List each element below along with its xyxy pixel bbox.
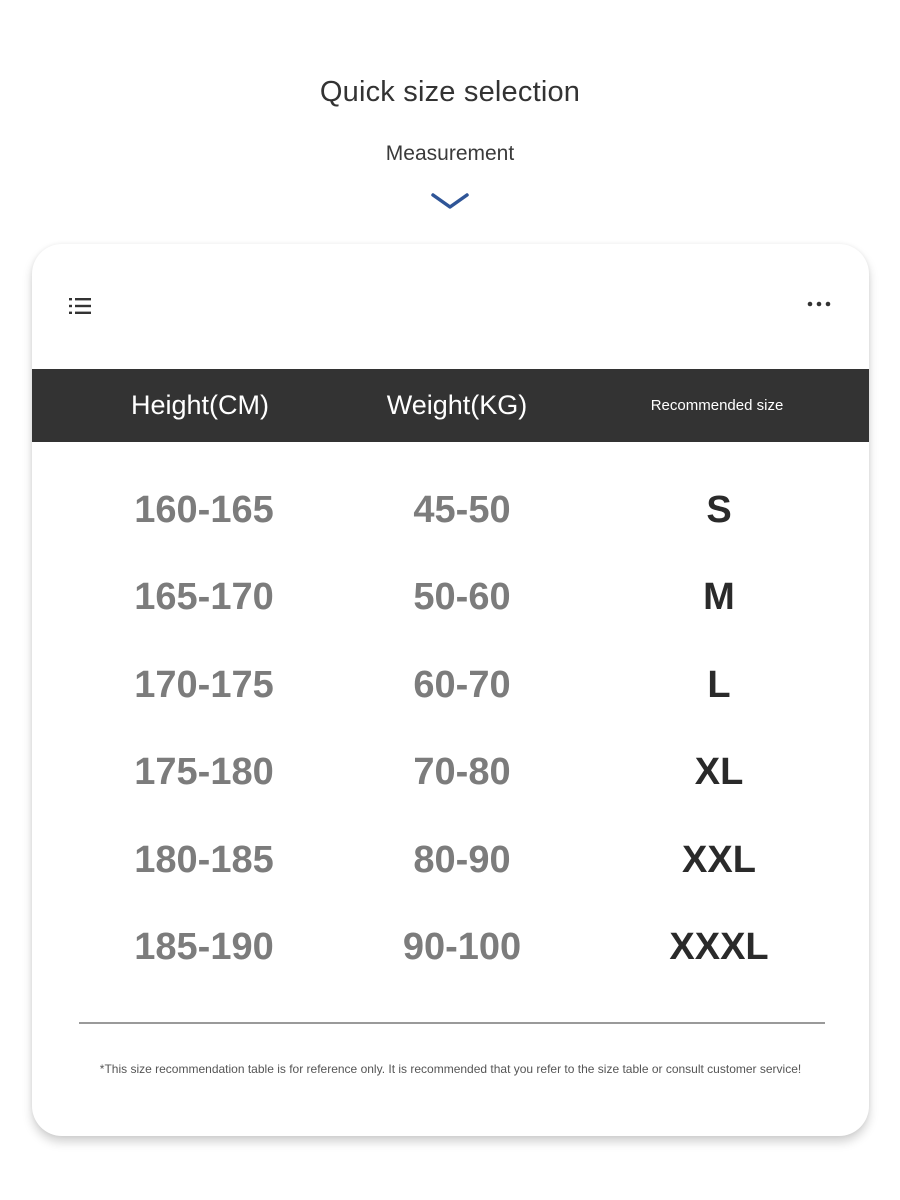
page-title: Quick size selection: [319, 76, 581, 108]
weight-cell: 80-90: [413, 838, 511, 881]
size-cell: XXL: [682, 838, 756, 881]
size-table-card: [32, 244, 869, 1136]
weight-cell: 45-50: [413, 488, 511, 531]
measurement-subtitle: Measurement: [385, 142, 515, 165]
height-cell: 175-180: [134, 751, 274, 793]
column-header-recommended-size: Recommended size: [650, 397, 784, 414]
table-row: [32, 655, 869, 743]
disclaimer-note: *This size recommendation table is for reference only. It is recommended that you refer to the size table or consult customer service!: [99, 1062, 802, 1076]
table-row: [32, 743, 869, 831]
height-cell: 180-185: [134, 838, 274, 881]
size-cell: L: [707, 663, 731, 706]
chevron-down-icon: [430, 190, 470, 212]
table-row: [32, 830, 869, 918]
size-cell: M: [703, 576, 735, 618]
weight-cell: 50-60: [413, 576, 511, 618]
more-horizontal-icon[interactable]: [806, 296, 832, 312]
list-menu-icon[interactable]: [68, 296, 92, 316]
column-header-weight: Weight(KG): [386, 390, 528, 420]
weight-cell: 60-70: [413, 663, 511, 706]
size-cell: S: [706, 488, 732, 531]
table-body: [32, 480, 869, 1005]
divider: [79, 1022, 825, 1024]
table-header: [32, 369, 869, 442]
height-cell: 185-190: [134, 926, 274, 968]
height-cell: 170-175: [134, 663, 274, 706]
height-cell: 160-165: [134, 488, 274, 531]
weight-cell: 90-100: [402, 926, 522, 968]
size-cell: XL: [694, 751, 744, 793]
height-cell: 165-170: [134, 576, 274, 618]
weight-cell: 70-80: [413, 751, 511, 793]
table-row: [32, 568, 869, 656]
column-header-height: Height(CM): [130, 390, 270, 420]
table-row: [32, 918, 869, 1006]
table-row: [32, 480, 869, 568]
size-cell: XXXL: [669, 926, 769, 968]
